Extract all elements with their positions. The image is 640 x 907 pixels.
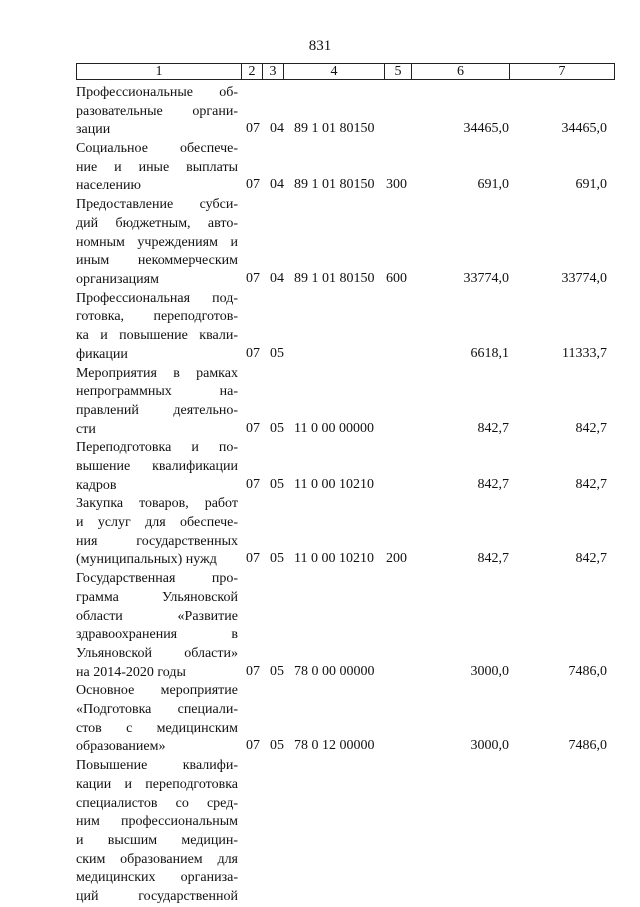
cell-c2: 07 [246, 420, 260, 436]
cell-c6: 842,7 [477, 420, 509, 436]
row-name [76, 757, 238, 907]
row-name-line: Профессиональная под- [76, 290, 238, 306]
cell-c2: 07 [246, 270, 260, 286]
cell-c3: 05 [270, 420, 284, 436]
row-name-line: ние и иные выплаты [76, 159, 238, 175]
cell-c2: 07 [246, 345, 260, 361]
cell-c7: 842,7 [575, 476, 607, 492]
page-number: 831 [308, 38, 332, 54]
row-name-line: кации и переподготовка [76, 776, 238, 792]
cell-c2: 07 [246, 551, 260, 567]
row-name [76, 196, 238, 289]
cell-c6: 691,0 [477, 177, 509, 193]
table-row [0, 196, 640, 290]
row-name-line: ским образованием для [76, 851, 238, 867]
row-name [76, 290, 238, 365]
row-name-line: и высшим медицин- [76, 832, 238, 848]
row-name-line: разовательные органи- [76, 103, 238, 119]
cell-c2: 07 [246, 663, 260, 679]
row-name-line: населению [76, 178, 141, 194]
row-name-line: Повышение квалифи- [76, 758, 238, 774]
cell-c3: 05 [270, 663, 284, 679]
cell-c4: 78 0 00 00000 [294, 663, 375, 679]
cell-c7: 842,7 [575, 551, 607, 567]
cell-c7: 33774,0 [561, 270, 607, 286]
cell-c7: 7486,0 [568, 663, 607, 679]
cell-c3: 05 [270, 738, 284, 754]
row-name [76, 439, 238, 495]
cell-c5: 600 [386, 270, 407, 286]
cell-c7: 691,0 [575, 177, 607, 193]
cell-c3: 05 [270, 476, 284, 492]
cell-c4: 89 1 01 80150 [294, 270, 375, 286]
cell-c4: 11 0 00 00000 [294, 420, 374, 436]
row-name-line: Социальное обеспече- [76, 141, 238, 157]
cell-c3: 04 [270, 270, 284, 286]
table-header [76, 63, 615, 80]
row-name-line: правлений деятельно- [76, 402, 238, 418]
cell-c4: 89 1 01 80150 [294, 121, 375, 137]
row-name-line: Профессиональные об- [76, 85, 238, 100]
table-row [0, 365, 640, 440]
header-col-1: 1 [77, 64, 242, 79]
row-name-line: Переподготовка и по- [76, 440, 238, 456]
cell-c6: 842,7 [477, 551, 509, 567]
row-name-line: фикации [76, 346, 128, 362]
cell-c5: 300 [386, 177, 407, 193]
row-name-line: Ульяновской области» [76, 645, 238, 661]
table-row [0, 140, 640, 196]
header-col-4: 4 [284, 64, 385, 79]
row-name-line: Государственная про- [76, 571, 238, 587]
row-name [76, 570, 238, 682]
cell-c6: 6618,1 [470, 345, 509, 361]
row-name-line: «Подготовка специали- [76, 702, 238, 718]
cell-c3: 04 [270, 121, 284, 137]
cell-c7: 34465,0 [561, 121, 607, 137]
row-name-line: области «Развитие [76, 608, 238, 624]
row-name-line: зации [76, 122, 111, 138]
cell-c3: 05 [270, 551, 284, 567]
row-name-line: Предоставление субси- [76, 197, 238, 213]
row-name-line: Основное мероприятие [76, 683, 238, 699]
row-name-line: ния государственных [76, 533, 238, 549]
cell-c2: 07 [246, 738, 260, 754]
cell-c7: 842,7 [575, 420, 607, 436]
row-name-line: ка и повышение квали- [76, 328, 238, 344]
row-name [76, 682, 238, 757]
row-name-line: Закупка товаров, работ [76, 496, 238, 512]
row-name [76, 365, 238, 440]
row-name-line: медицинских организа- [76, 870, 238, 886]
cell-c6: 3000,0 [470, 738, 509, 754]
row-name-line: сти [76, 421, 96, 437]
table-row [0, 290, 640, 365]
header-col-5: 5 [385, 64, 412, 79]
cell-c6: 842,7 [477, 476, 509, 492]
header-col-3: 3 [263, 64, 284, 79]
table-row [0, 757, 640, 907]
cell-c7: 11333,7 [562, 345, 607, 361]
row-name-line: организациям [76, 271, 159, 287]
row-name-line: на 2014-2020 годы [76, 664, 186, 680]
row-name-line: образованием» [76, 739, 166, 755]
row-name [76, 84, 238, 140]
row-name [76, 495, 238, 570]
row-name-line: вышение квалификации [76, 458, 238, 474]
row-name-line: номным учреждениям и [76, 234, 238, 250]
row-name-line: здравоохранения в [76, 627, 238, 643]
table-row [0, 495, 640, 570]
row-name-line: (муниципальных) нужд [76, 552, 217, 568]
row-name-line: ним профессиональным [76, 814, 238, 830]
cell-c6: 34465,0 [463, 121, 509, 137]
row-name-line: Мероприятия в рамках [76, 365, 238, 381]
cell-c3: 04 [270, 177, 284, 193]
header-col-6: 6 [412, 64, 510, 79]
table-row [0, 84, 640, 140]
row-name-line: ций государственной [76, 889, 238, 904]
row-name-line: грамма Ульяновской [76, 589, 238, 605]
cell-c4: 78 0 12 00000 [294, 738, 375, 754]
row-name-line: иным некоммерческим [76, 253, 238, 269]
cell-c3: 05 [270, 345, 284, 361]
cell-c7: 7486,0 [568, 738, 607, 754]
row-name-line: кадров [76, 477, 117, 493]
row-name-line: стов с медицинским [76, 720, 238, 736]
row-name-line: непрограммных на- [76, 384, 238, 400]
row-name-line: специалистов со сред- [76, 795, 238, 811]
cell-c5: 200 [386, 551, 407, 567]
cell-c2: 07 [246, 177, 260, 193]
header-col-2: 2 [242, 64, 263, 79]
cell-c4: 11 0 00 10210 [294, 476, 374, 492]
row-name-line: и услуг для обеспече- [76, 515, 238, 531]
table-row [0, 439, 640, 495]
cell-c2: 07 [246, 121, 260, 137]
cell-c4: 11 0 00 10210 [294, 551, 374, 567]
table-row [0, 570, 640, 682]
row-name [76, 140, 238, 196]
cell-c6: 33774,0 [463, 270, 509, 286]
row-name-line: готовка, переподготов- [76, 309, 238, 325]
cell-c2: 07 [246, 476, 260, 492]
table-row [0, 682, 640, 757]
cell-c4: 89 1 01 80150 [294, 177, 375, 193]
header-col-7: 7 [558, 64, 566, 79]
row-name-line: дий бюджетным, авто- [76, 215, 238, 231]
cell-c6: 3000,0 [470, 663, 509, 679]
